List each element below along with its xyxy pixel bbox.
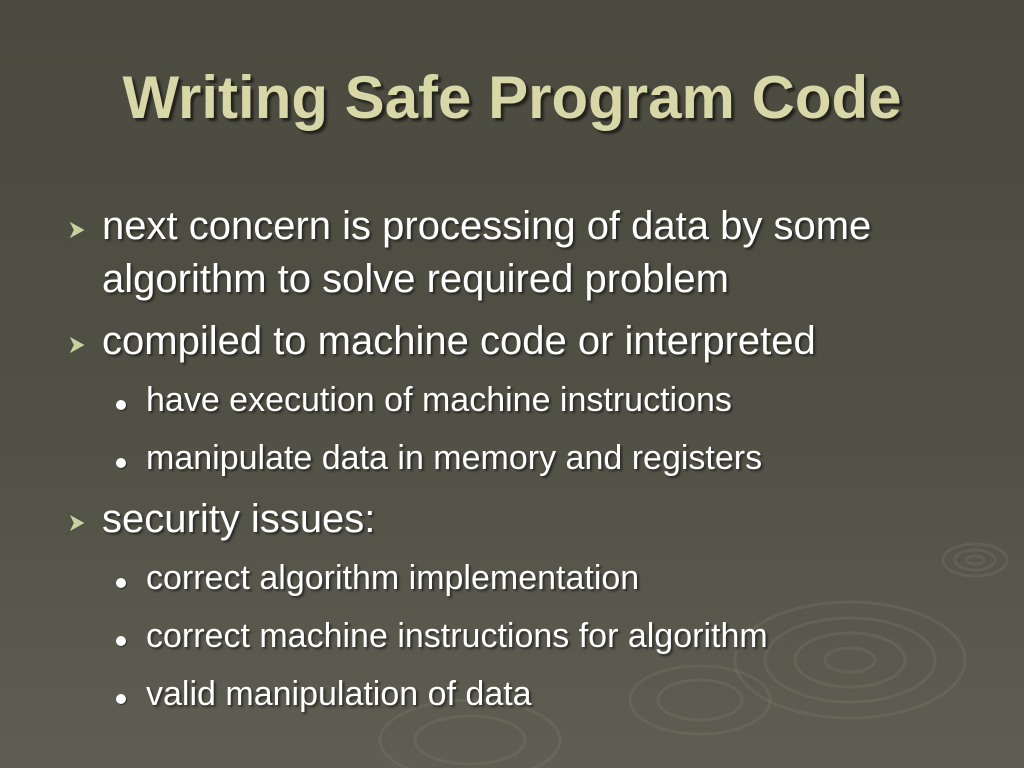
subbullet-item: [62, 377, 982, 423]
bullet-item: [62, 315, 982, 368]
bullet-text: security issues:: [102, 497, 376, 541]
dot-icon: [116, 636, 126, 646]
subbullet-text: have execution of machine instructions: [146, 381, 732, 419]
arrowhead-icon: [64, 217, 90, 243]
dot-icon: [116, 458, 126, 468]
subbullet-text: valid manipulation of data: [146, 675, 532, 713]
subbullet-text: correct algorithm implementation: [146, 559, 640, 597]
bullet-item: [62, 200, 982, 306]
bullet-list: [62, 200, 982, 729]
dot-icon: [116, 400, 126, 410]
bullet-text: compiled to machine code or interpreted: [102, 319, 816, 363]
subbullet-item: [62, 555, 982, 601]
subbullet-item: [62, 671, 982, 717]
bullet-item: [62, 493, 982, 546]
dot-icon: [116, 578, 126, 588]
slide-title: Writing Safe Program Code: [122, 64, 902, 131]
subbullet-item: [62, 435, 982, 481]
subbullet-text: manipulate data in memory and registers: [146, 439, 763, 477]
arrowhead-icon: [64, 332, 90, 358]
bullet-text: next concern is processing of data by some algorithm to solve required problem: [102, 204, 872, 301]
arrowhead-icon: [64, 510, 90, 536]
subbullet-item: [62, 613, 982, 659]
dot-icon: [116, 694, 126, 704]
subbullet-text: correct machine instructions for algorithm: [146, 617, 768, 655]
